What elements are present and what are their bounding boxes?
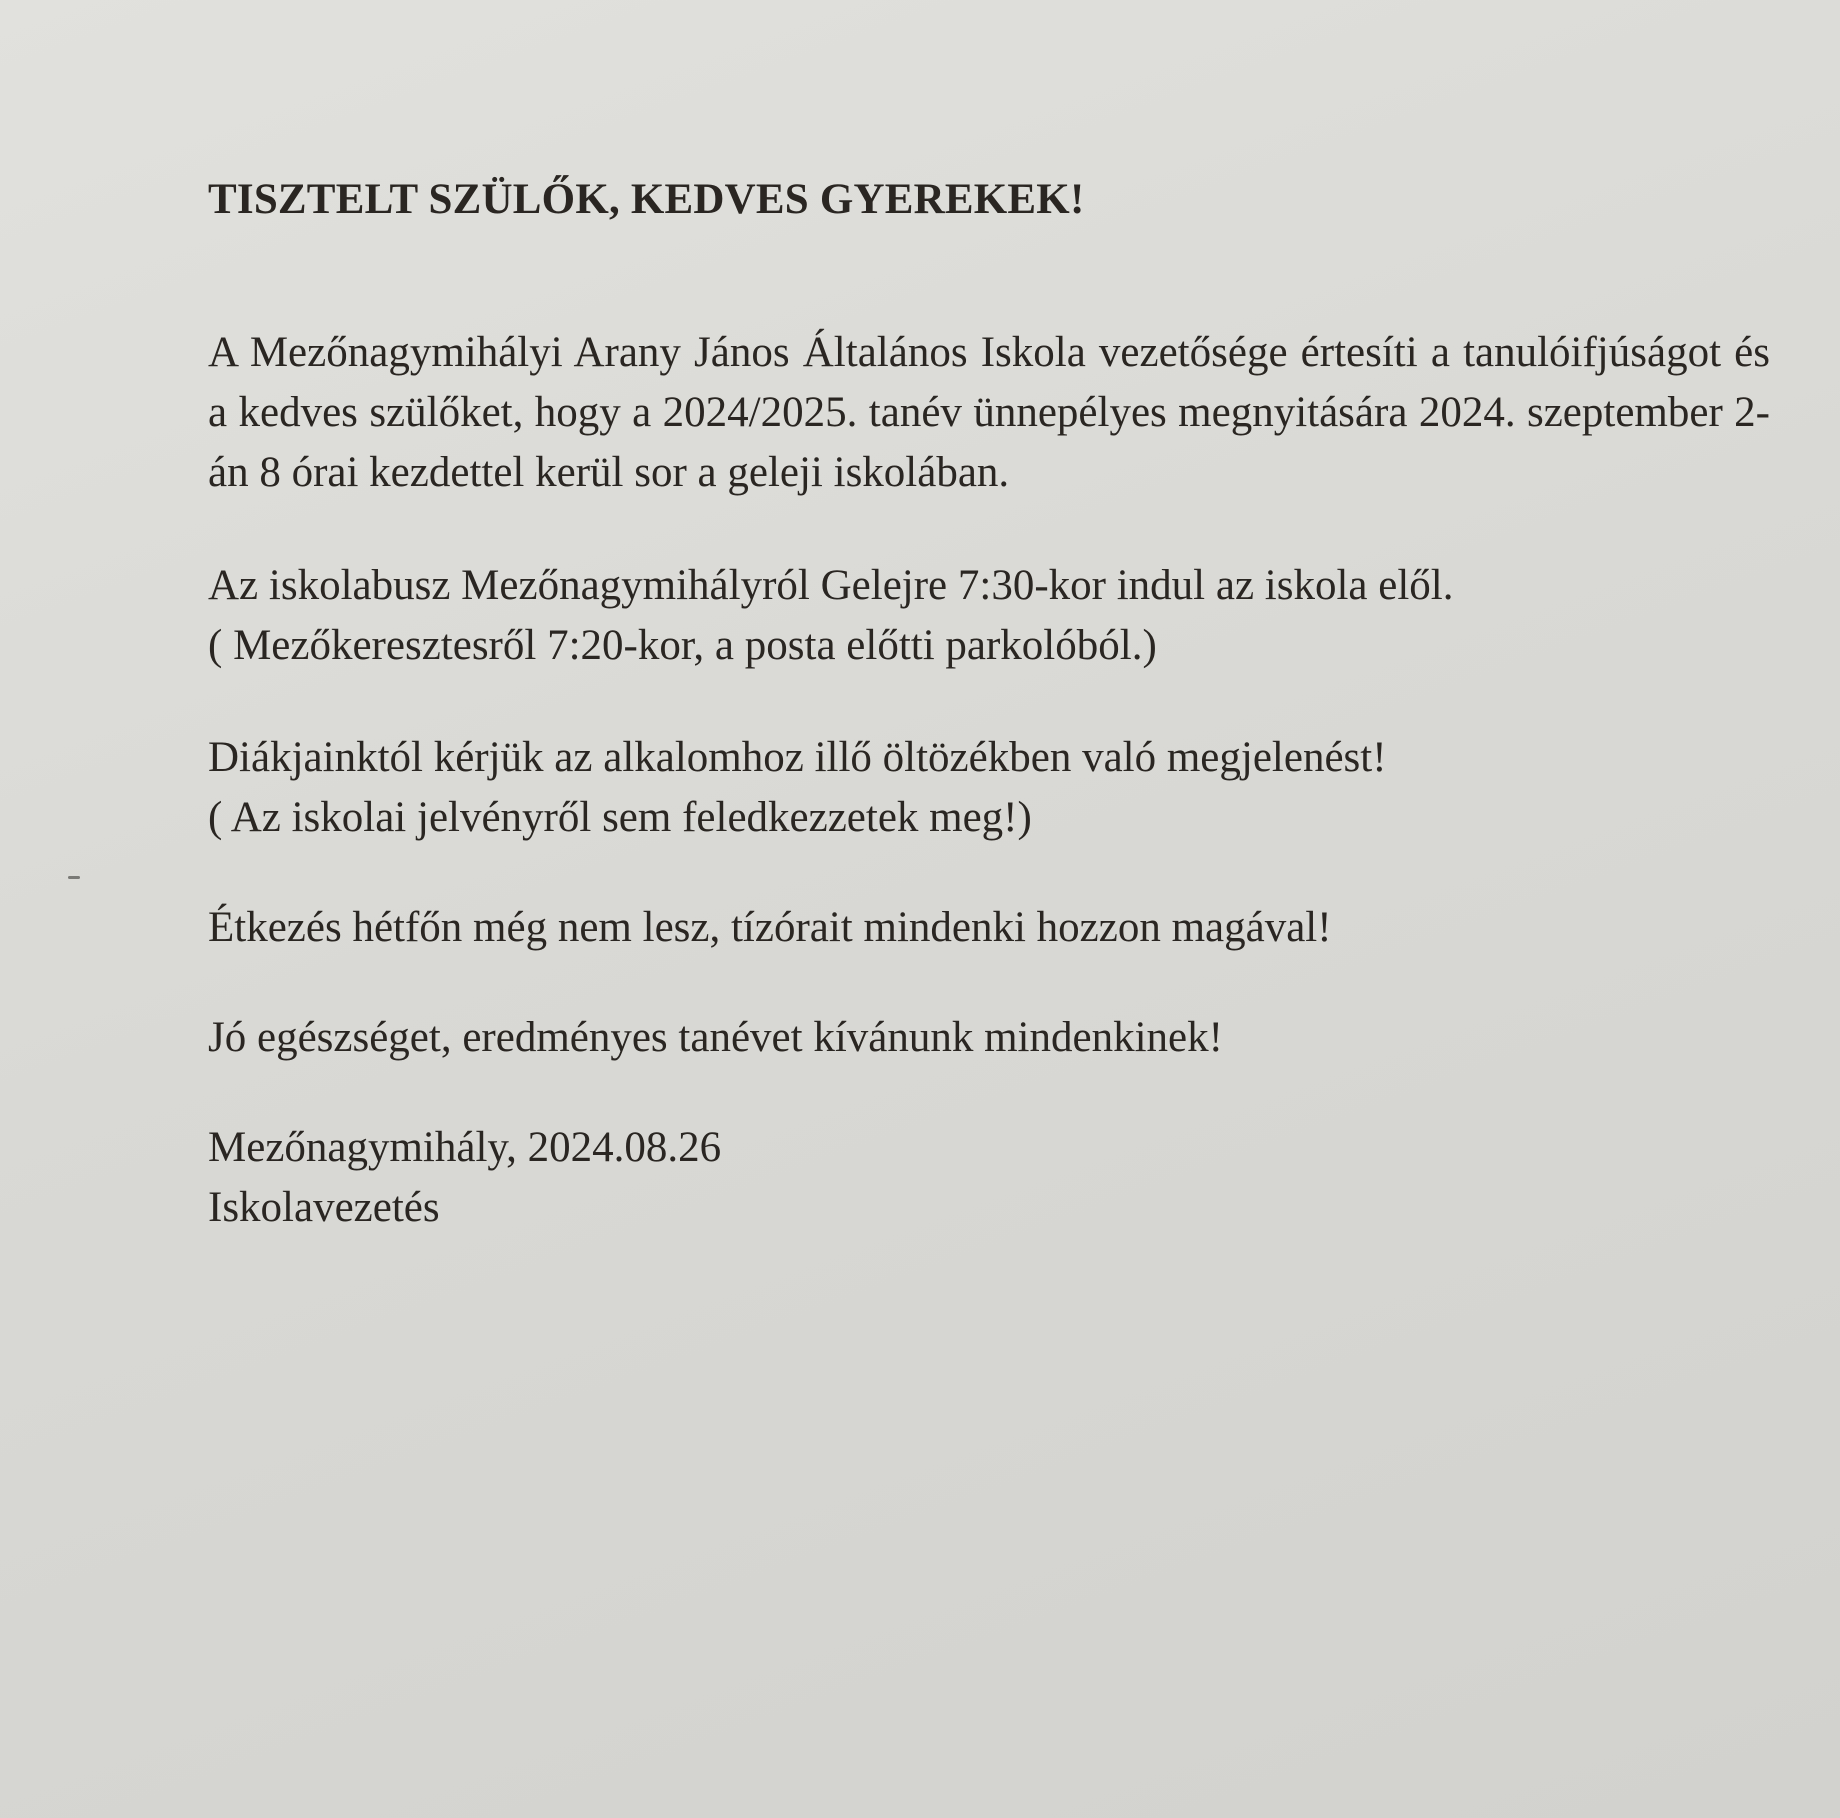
bus-line-2: ( Mezőkeresztesről 7:20-kor, a posta előtti parkolóból.) [208,622,1157,669]
letter-heading: TISZTELT SZÜLŐK, KEDVES GYEREKEK! [208,176,1085,223]
wishes-paragraph: Jó egészséget, eredményes tanévet kívánunk mindenkinek! [208,1014,1223,1061]
meals-paragraph: Étkezés hétfőn még nem lesz, tízórait mindenki hozzon magával! [208,904,1332,951]
signer: Iskolavezetés [208,1184,440,1231]
letter-body [208,170,1770,1238]
bus-line-1: Az iskolabusz Mezőnagymihályról Gelejre 7:30-kor indul az iskola elől. [208,562,1454,609]
bus-paragraph [208,556,1770,676]
intro-paragraph: A Mezőnagymihályi Arany János Általános Iskola vezetősége értesíti a tanulóifjúságot és a kedves szülőket, hogy a 2024/2025. tanév ünnepélyes megnyitására 2024. szeptember 2-án 8 órai kezdettel kerül sor a geleji iskolában. [208,329,1770,496]
dress-line-2: ( Az iskolai jelvényről sem feledkezzetek meg!) [208,794,1032,841]
dress-paragraph [208,728,1770,848]
dress-line-1: Diákjainktól kérjük az alkalomhoz illő öltözékben való megjelenést! [208,734,1387,781]
place-date: Mezőnagymihály, 2024.08.26 [208,1124,722,1171]
signature-block [208,1118,1770,1238]
paper-mark [68,876,80,879]
